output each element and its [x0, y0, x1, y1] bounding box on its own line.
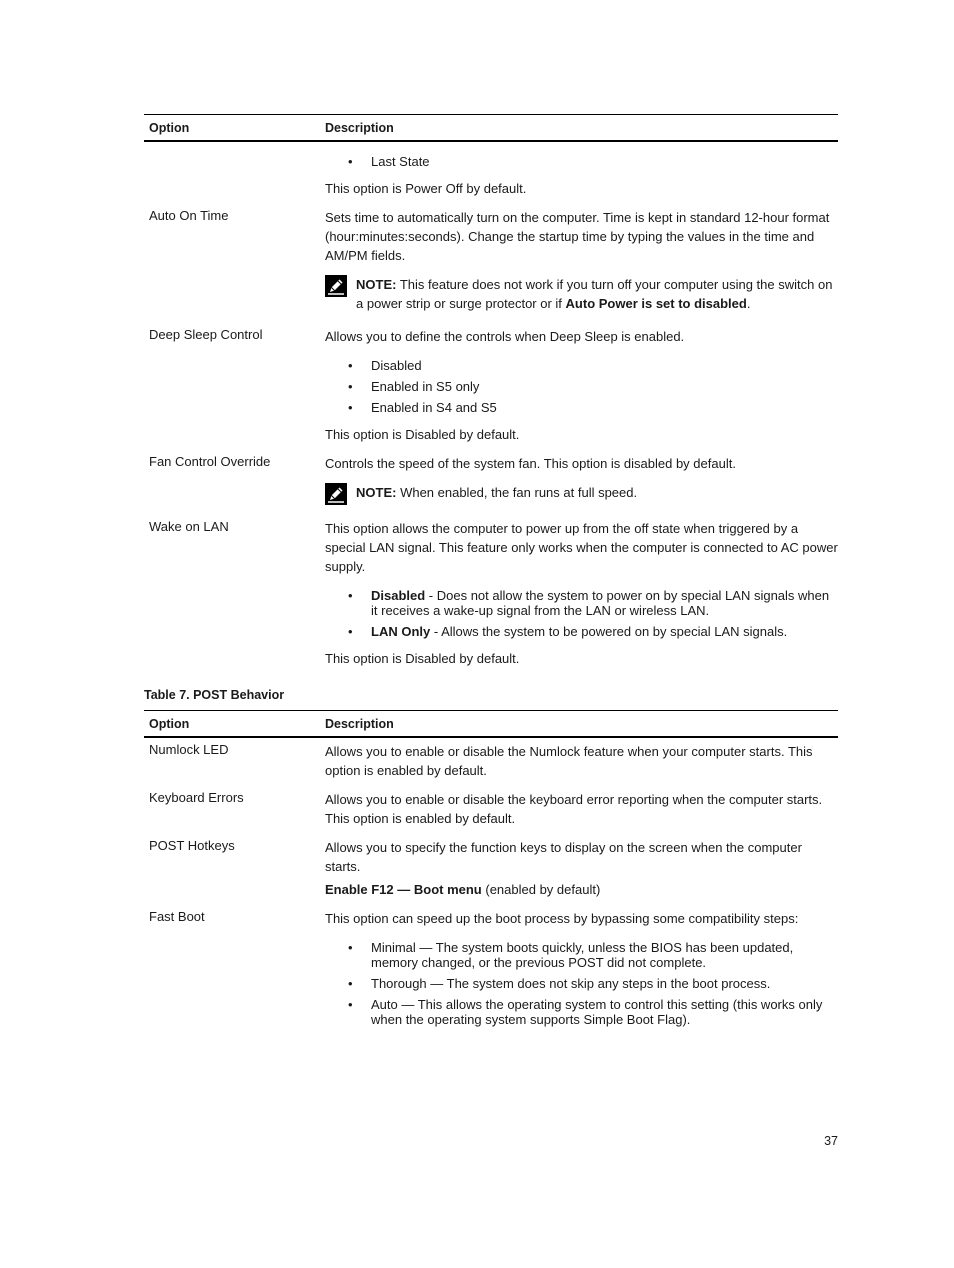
table-row [144, 790, 838, 828]
option-name: Keyboard Errors [149, 790, 244, 805]
list-item: • Last State [325, 154, 838, 169]
note-pencil-icon [325, 483, 347, 505]
note-text: NOTE: This feature does not work if you turn off your computer using the switch on a power strip or surge protector or if Auto Power is set to disabled. [356, 277, 833, 311]
table-row [144, 838, 838, 897]
table-row [144, 327, 838, 444]
option-name: Wake on LAN [149, 519, 229, 534]
list-item: • LAN Only - Allows the system to be powered on by special LAN signals. [325, 624, 838, 639]
table-header [144, 114, 838, 142]
bullet-list [325, 358, 838, 415]
hotkey-setting: Enable F12 — Boot menu (enabled by default) [325, 882, 601, 897]
list-item: • Disabled [325, 358, 838, 373]
list-item: • Thorough — The system does not skip any steps in the boot process. [325, 976, 838, 991]
option-name: Fan Control Override [149, 454, 271, 469]
option-description: Allows you to enable or disable the keyboard error reporting when the computer starts. This option is enabled by default. [325, 792, 823, 826]
table-row [144, 909, 838, 1033]
option-description: Allows you to specify the function keys to display on the screen when the computer starts. [325, 840, 802, 874]
header-divider [144, 736, 838, 737]
note-box [325, 483, 838, 505]
list-item: • Enabled in S4 and S5 [325, 400, 838, 415]
option-description: Allows you to define the controls when Deep Sleep is enabled. [325, 329, 685, 344]
header-description: Description [325, 120, 394, 135]
table-row [144, 154, 838, 198]
table-caption: Table 7. POST Behavior [144, 688, 285, 702]
note-box [325, 275, 838, 313]
default-text: This option is Disabled by default. [325, 427, 520, 442]
option-name: Fast Boot [149, 909, 205, 924]
option-name: Auto On Time [149, 208, 229, 223]
option-description: This option allows the computer to power up from the off state when triggered by a special LAN signal. This feature only works when the computer is connected to AC power supply. [325, 521, 838, 574]
note-body: This feature does not work if you turn off your computer using the switch on a power strip or surge protector or if [356, 277, 833, 311]
option-name: Numlock LED [149, 742, 229, 757]
list-item: • Enabled in S5 only [325, 379, 838, 394]
table-header [144, 710, 838, 738]
note-label: NOTE: [356, 277, 397, 292]
option-description: Allows you to enable or disable the Numlock feature when your computer starts. This option is enabled by default. [325, 744, 813, 778]
list-item: • Minimal — The system boots quickly, unless the BIOS has been updated, memory changed, or the previous POST did not complete. [325, 940, 838, 970]
option-name: POST Hotkeys [149, 838, 235, 853]
page-content [144, 114, 838, 1033]
table-row [144, 454, 838, 505]
option-description: This option can speed up the boot process by bypassing some compatibility steps: [325, 911, 799, 926]
default-text: This option is Disabled by default. [325, 651, 520, 666]
list-item: • Disabled - Does not allow the system to power on by special LAN signals when it receives a wake-up signal from the LAN or wireless LAN. [325, 588, 838, 618]
default-text: This option is Power Off by default. [325, 181, 527, 196]
note-label: NOTE: [356, 485, 397, 500]
note-text [356, 483, 637, 502]
option-description: Sets time to automatically turn on the computer. Time is kept in standard 12-hour format (hour:minutes:seconds). Change the startup time by typing the values in the time and AM/PM fields. [325, 210, 830, 263]
option-description: Controls the speed of the system fan. This option is disabled by default. [325, 456, 736, 471]
bullet-list [325, 940, 838, 1027]
table-row [144, 208, 838, 313]
note-bold-term: Auto Power is set to disabled [565, 296, 747, 311]
note-body: When enabled, the fan runs at full speed. [396, 485, 638, 500]
table-row [144, 519, 838, 668]
bullet-list [325, 588, 838, 639]
table-row [144, 742, 838, 780]
header-description: Description [325, 716, 394, 731]
page-number: 37 [824, 1134, 838, 1148]
header-option: Option [149, 716, 190, 731]
note-pencil-icon [325, 275, 347, 297]
option-name: Deep Sleep Control [149, 327, 263, 342]
bullet-list [325, 154, 838, 169]
list-item: • Auto — This allows the operating system to control this setting (this works only when the operating system supports Simple Boot Flag). [325, 997, 838, 1027]
header-option: Option [149, 120, 190, 135]
